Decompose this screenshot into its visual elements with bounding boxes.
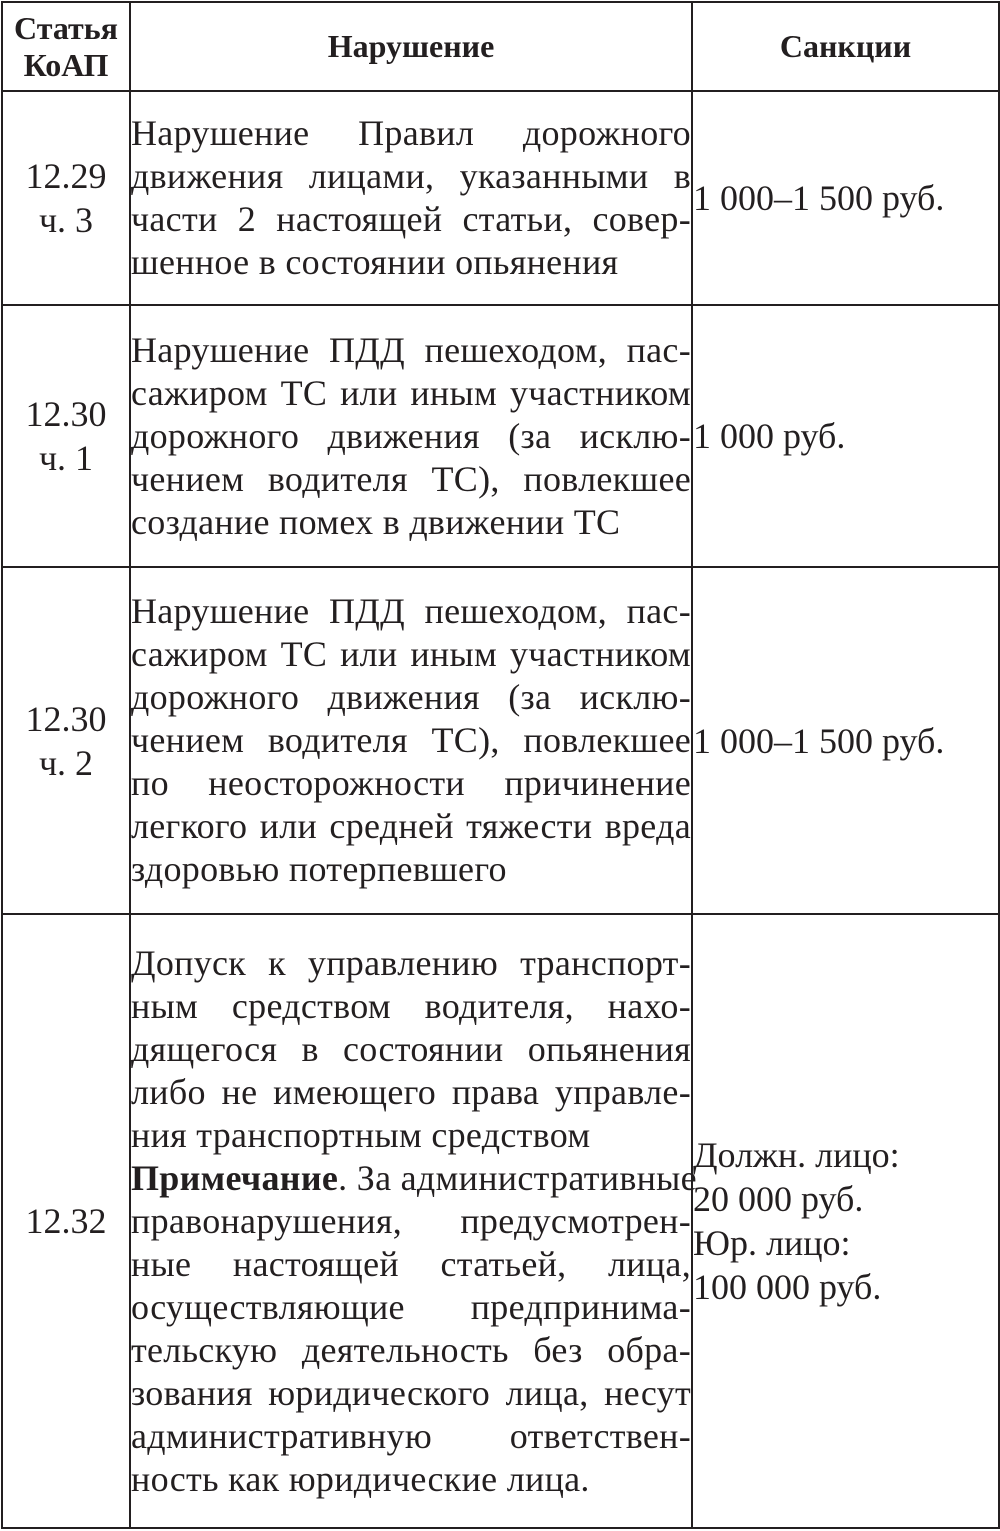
table-row bbox=[2, 567, 999, 914]
sanctions-cell bbox=[692, 305, 999, 567]
violation-line: по неосторожности причинение bbox=[131, 763, 691, 803]
violation-line: чением водителя ТС), повлекшее bbox=[131, 458, 691, 499]
table-row bbox=[2, 914, 999, 1528]
note-line: правонарушения, предусмотрен- bbox=[131, 1200, 691, 1241]
article-part: ч. 2 bbox=[38, 742, 94, 783]
violation-line: движения лицами, указанными в bbox=[131, 156, 691, 196]
violation-line: ния транспортным средством bbox=[131, 1114, 591, 1155]
note-line: тельскую деятельность без обра- bbox=[131, 1329, 691, 1370]
violation-line: дорожного движения (за исклю- bbox=[131, 415, 691, 456]
article-cell bbox=[2, 91, 130, 305]
article-number: 12.29 bbox=[25, 156, 107, 196]
koap-sanctions-table bbox=[1, 1, 1000, 1529]
violation-line: Допуск к управлению транспорт- bbox=[131, 942, 691, 983]
violation-cell bbox=[130, 914, 697, 1528]
sanction-value: 1 000–1 500 руб. bbox=[693, 720, 945, 761]
note-label: Примечание bbox=[131, 1157, 339, 1198]
header-article bbox=[2, 2, 130, 91]
note-line: осуществляющие предпринима- bbox=[131, 1286, 691, 1327]
sanction-value: 20 000 руб. bbox=[693, 1179, 864, 1219]
table-row bbox=[2, 305, 999, 567]
violation-line: чением водителя ТС), повлекшее bbox=[131, 720, 691, 760]
note-line: зования юридического лица, несут bbox=[131, 1372, 691, 1413]
sanction-label: Юр. лицо: bbox=[693, 1223, 851, 1263]
article-number: 12.32 bbox=[25, 1201, 107, 1241]
sanctions-cell bbox=[692, 567, 999, 914]
violation-line: либо не имеющего права управле- bbox=[131, 1071, 691, 1112]
violation-line: создание помех в движении ТС bbox=[131, 501, 621, 542]
sanction-label: Должн. лицо: bbox=[693, 1135, 900, 1175]
violation-line: шенное в состоянии опьянения bbox=[131, 242, 619, 282]
table-row bbox=[2, 91, 999, 305]
violation-cell bbox=[130, 91, 692, 305]
violation-line: здоровью потерпевшего bbox=[131, 849, 507, 889]
article-cell bbox=[2, 914, 130, 1528]
violation-line: части 2 настоящей статьи, совер- bbox=[131, 199, 691, 239]
note-first-line bbox=[131, 1157, 697, 1200]
note-line: ность как юридические лица. bbox=[131, 1458, 590, 1499]
sanctions-cell bbox=[692, 914, 999, 1528]
violation-cell bbox=[130, 567, 692, 914]
sanction-value: 1 000–1 500 руб. bbox=[693, 178, 945, 218]
header-violation: Нарушение bbox=[130, 2, 692, 91]
violation-line: Нарушение Правил дорожного bbox=[131, 113, 691, 153]
note-line: ные настоящей статьей, лица, bbox=[131, 1243, 691, 1284]
sanctions-cell bbox=[692, 91, 999, 305]
article-part: ч. 3 bbox=[38, 200, 94, 240]
header-article-line: КоАП bbox=[23, 46, 109, 83]
violation-cell bbox=[130, 305, 692, 567]
sanction-value: 100 000 руб. bbox=[693, 1267, 882, 1307]
violation-line: дорожного движения (за исклю- bbox=[131, 677, 691, 717]
header-article-line: Статья bbox=[14, 9, 118, 46]
sanction-value: 1 000 руб. bbox=[693, 416, 846, 456]
article-number: 12.30 bbox=[25, 394, 107, 434]
header-sanctions: Санкции bbox=[692, 2, 999, 91]
article-cell bbox=[2, 305, 130, 567]
article-cell bbox=[2, 567, 130, 914]
violation-line: дящегося в состоянии опьянения bbox=[131, 1028, 691, 1069]
note-text: . За административные bbox=[338, 1157, 697, 1198]
violation-line: легкого или средней тяжести вреда bbox=[131, 806, 691, 846]
table-header-row bbox=[2, 2, 999, 91]
violation-line: сажиром ТС или иным участником bbox=[131, 372, 691, 413]
violation-line: Нарушение ПДД пешеходом, пас- bbox=[131, 591, 691, 631]
article-part: ч. 1 bbox=[38, 438, 94, 478]
violation-line: ным средством водителя, нахо- bbox=[131, 985, 691, 1026]
violation-line: сажиром ТС или иным участником bbox=[131, 634, 691, 674]
article-number: 12.30 bbox=[25, 698, 107, 739]
violation-line: Нарушение ПДД пешеходом, пас- bbox=[131, 329, 691, 370]
note-line: административную ответствен- bbox=[131, 1415, 691, 1456]
